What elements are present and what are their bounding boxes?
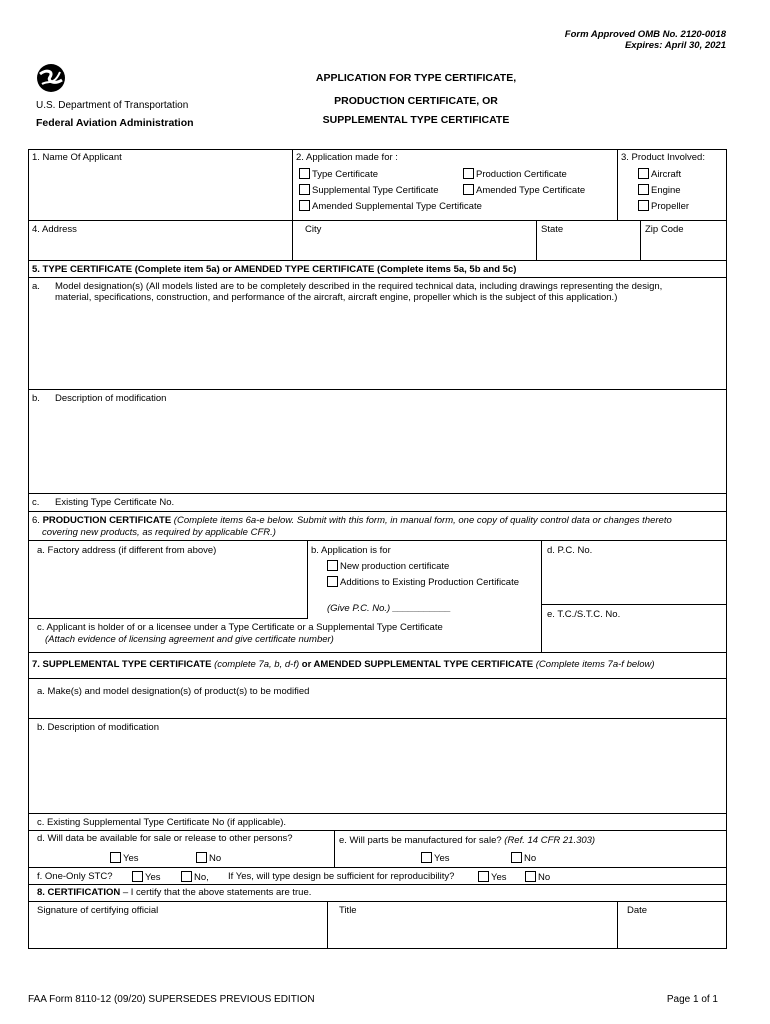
form-border-left [28,149,29,949]
amended-tc-label: Amended Type Certificate [476,185,586,196]
section5c-letter: c. [32,497,40,508]
stc-modification-label: b. Description of modification [37,722,159,733]
tc-stc-number-label: e. T.C./S.T.C. No. [547,609,621,620]
applicant-name-label: 1. Name Of Applicant [32,152,122,163]
section6-header-cont: covering new products, as required by applicable CFR.) [42,527,276,538]
parts-no-label: No [524,853,537,864]
licensee-label: c. Applicant is holder of or a licensee under a Type Certificate or a Supplemental Type Certificate [37,622,443,633]
date-label: Date [627,905,648,916]
one-only-no-checkbox[interactable] [181,871,192,882]
propeller-label: Propeller [651,201,690,212]
expiration-date: Expires: April 30, 2021 [624,40,726,51]
aircraft-checkbox[interactable] [638,168,649,179]
production-certificate-checkbox[interactable] [463,168,474,179]
parts-no-checkbox[interactable] [511,852,522,863]
model-designation-label: Model designation(s) (All models listed are to be completely described in the required technical data, including drawings representing the design, [55,281,663,292]
city-label: City [305,224,322,235]
dept-name: U.S. Department of Transportation [36,100,189,111]
title-label: Title [339,905,357,916]
additions-pc-label: Additions to Existing Production Certificate [340,577,520,588]
model-designation-label-cont: material, specifications, construction, and performance of the aircraft, aircraft engine, propeller which is the subject of this application.) [55,292,618,303]
data-yes-checkbox[interactable] [110,852,121,863]
agency-name: Federal Aviation Administration [36,117,194,129]
dot-logo-icon [36,63,66,93]
form-border-bottom [28,948,726,949]
modification-description-label: Description of modification [55,393,167,404]
amended-tc-checkbox[interactable] [463,184,474,195]
section5a-letter: a. [32,281,40,292]
existing-tc-label: Existing Type Certificate No. [55,497,175,508]
supplemental-tc-checkbox[interactable] [299,184,310,195]
new-pc-checkbox[interactable] [327,560,338,571]
new-pc-label: New production certificate [340,561,450,572]
one-only-no-label: No, [194,872,209,883]
reproducible-yes-label: Yes [491,872,507,883]
licensee-label-cont: (Attach evidence of licensing agreement and give certificate number) [45,634,334,645]
signature-label: Signature of certifying official [37,905,159,916]
parts-manufactured-label: e. Will parts be manufactured for sale? (Ref. 14 CFR 21.303) [339,835,596,846]
type-certificate-checkbox[interactable] [299,168,310,179]
form-title-line1: APPLICATION FOR TYPE CERTIFICATE, [315,72,517,84]
section5-header: 5. TYPE CERTIFICATE (Complete item 5a) or AMENDED TYPE CERTIFICATE (Complete items 5a, 5b and 5c) [32,264,517,275]
amended-stc-label: Amended Supplemental Type Certificate [312,201,482,212]
form-border-right [726,149,727,949]
additions-pc-checkbox[interactable] [327,576,338,587]
state-label: State [541,224,564,235]
one-only-yes-label: Yes [145,872,161,883]
make-model-label: a. Make(s) and model designation(s) of product(s) to be modified [37,686,310,697]
page-number: Page 1 of 1 [666,994,718,1005]
engine-checkbox[interactable] [638,184,649,195]
omb-number: Form Approved OMB No. 2120-0018 [564,29,726,40]
engine-label: Engine [651,185,681,196]
application-is-for-label: b. Application is for [311,545,391,556]
data-no-checkbox[interactable] [196,852,207,863]
give-pc-number-label: (Give P.C. No.) ___________ [327,603,451,614]
parts-yes-checkbox[interactable] [421,852,432,863]
section7-header: 7. SUPPLEMENTAL TYPE CERTIFICATE (complete 7a, b, d-f) or AMENDED SUPPLEMENTAL TYPE CERTIFICATE (Complete items 7a-f below) [32,659,655,670]
address-label: 4. Address [32,224,77,235]
reproducible-yes-checkbox[interactable] [478,871,489,882]
form-number-footer: FAA Form 8110-12 (09/20) SUPERSEDES PREVIOUS EDITION [28,994,315,1005]
reproducible-no-label: No [538,872,551,883]
existing-stc-label: c. Existing Supplemental Type Certificate No (if applicable). [37,817,287,828]
certification-header: 8. CERTIFICATION – I certify that the above statements are true. [37,887,312,898]
pc-number-label: d. P.C. No. [547,545,593,556]
factory-address-label: a. Factory address (if different from above) [37,545,217,556]
type-certificate-label: Type Certificate [312,169,378,180]
supplemental-tc-label: Supplemental Type Certificate [312,185,439,196]
application-type-label: 2. Application made for : [296,152,398,163]
form-title-line2: PRODUCTION CERTIFICATE, OR [334,95,498,107]
zip-label: Zip Code [645,224,684,235]
reproducible-no-checkbox[interactable] [525,871,536,882]
propeller-checkbox[interactable] [638,200,649,211]
reproducibility-question: If Yes, will type design be sufficient for reproducibility? [228,871,455,882]
section6-header: 6. PRODUCTION CERTIFICATE (Complete items 6a-e below. Submit with this form, in manual form, one copy of quality control data or changes thereto [32,515,672,526]
production-certificate-label: Production Certificate [476,169,567,180]
form-title-line3: SUPPLEMENTAL TYPE CERTIFICATE [322,114,510,126]
data-no-label: No [209,853,222,864]
one-only-yes-checkbox[interactable] [132,871,143,882]
parts-yes-label: Yes [434,853,450,864]
product-involved-label: 3. Product Involved: [621,152,705,163]
aircraft-label: Aircraft [651,169,682,180]
form-border-top [28,149,726,150]
amended-stc-checkbox[interactable] [299,200,310,211]
section5b-letter: b. [32,393,40,404]
data-availability-label: d. Will data be available for sale or release to other persons? [37,833,293,844]
data-yes-label: Yes [123,853,139,864]
one-only-stc-label: f. One-Only STC? [37,871,113,882]
